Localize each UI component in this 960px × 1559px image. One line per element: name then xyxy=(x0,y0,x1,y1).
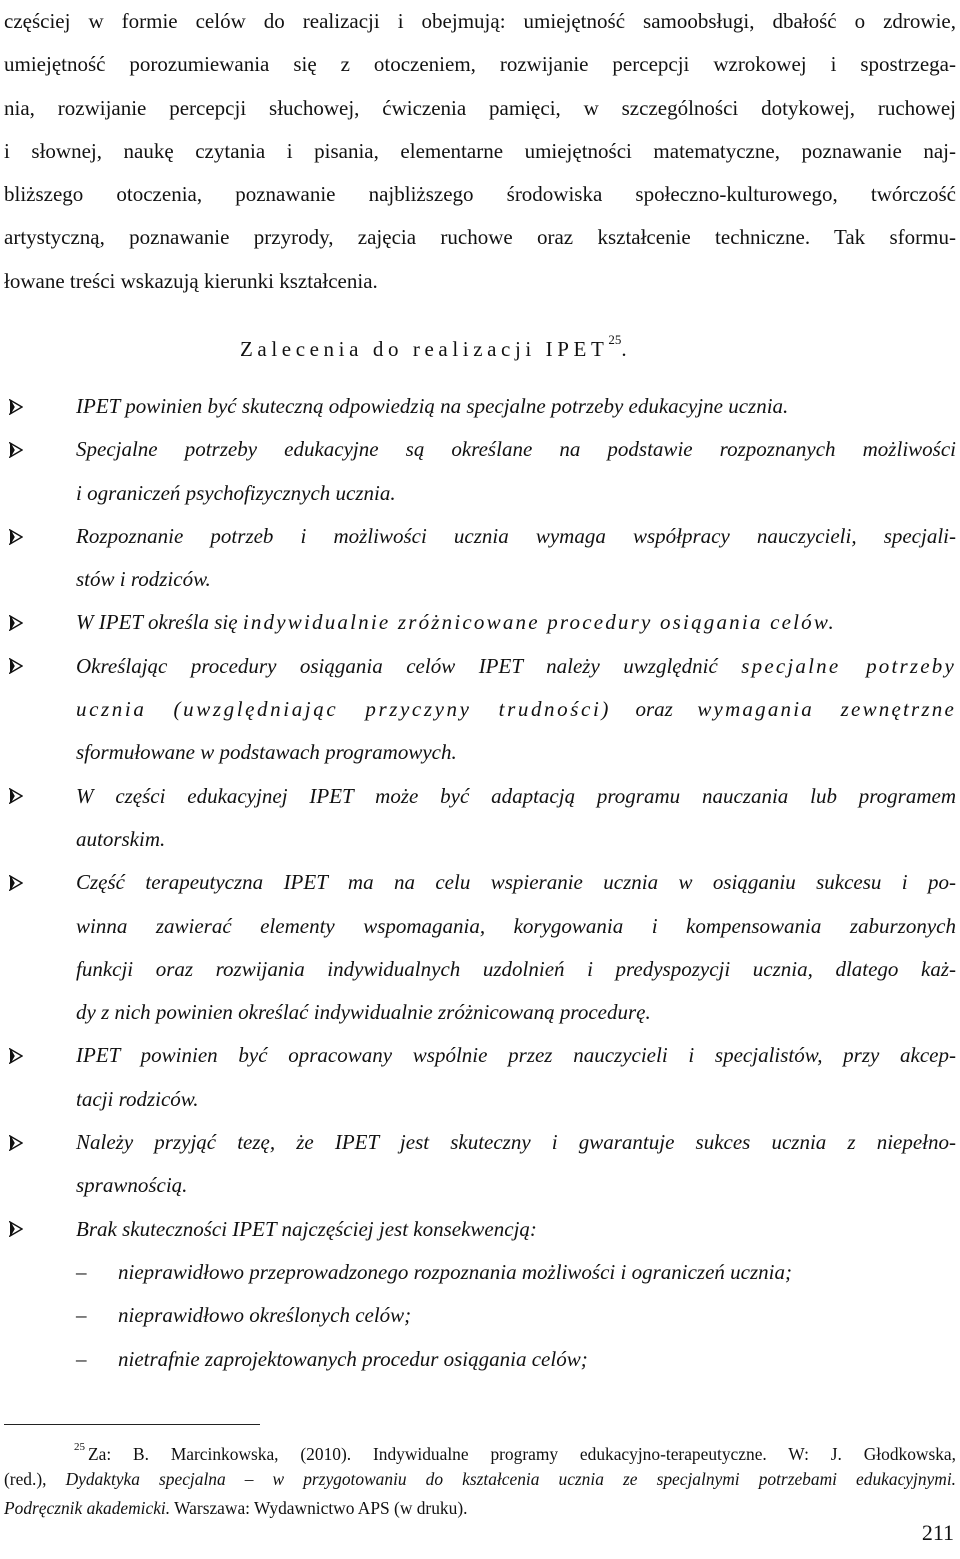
section-heading xyxy=(240,332,627,362)
sub-list-item-text: nietrafnie zaprojektowanych procedur osiągania celów; xyxy=(118,1346,588,1371)
arrow-bullet-icon xyxy=(4,515,28,558)
footnote-book-subtitle: Podręcznik akademicki. xyxy=(4,1498,171,1518)
section-heading-text: Zalecenia do realizacji IPET xyxy=(240,337,609,361)
footnote-text: (red.), xyxy=(4,1469,66,1489)
list-item-text: sprawnością. xyxy=(76,1173,188,1198)
sub-list-item xyxy=(0,1294,960,1337)
list-item xyxy=(0,1208,960,1251)
arrow-bullet-icon xyxy=(4,775,28,818)
intro-line: artystyczną, poznawanie przyrody, zajęcia ruchowe oraz kształcenie techniczne. Tak sformu- xyxy=(4,225,956,250)
emphasized-text: ucznia (uwzględniając przyczyny trudności) xyxy=(76,697,611,722)
dash-bullet: – xyxy=(76,1346,87,1371)
arrow-bullet-icon xyxy=(4,861,28,904)
footnote-divider xyxy=(4,1424,260,1425)
intro-line: umiejętność porozumiewania się z otoczeniem, rozwijanie percepcji wzrokowej i spostrzega- xyxy=(4,52,956,77)
list-item xyxy=(0,775,960,862)
list-item xyxy=(0,428,960,515)
dash-bullet: – xyxy=(76,1259,87,1284)
footnote-text: Warszawa: Wydawnictwo APS (w druku). xyxy=(170,1498,468,1518)
sub-list-item-text: nieprawidłowo przeprowadzonego rozpoznania możliwości i ograniczeń ucznia; xyxy=(118,1259,792,1284)
list-item-line xyxy=(76,601,956,644)
emphasized-text: specjalne potrzeby xyxy=(741,653,956,678)
list-item-text: funkcji oraz rozwijania indywidualnych uzdolnień i predyspozycji ucznia, dlatego każ- xyxy=(76,956,956,981)
list-item-text: Rozpoznanie potrzeb i możliwości ucznia wymaga współpracy nauczycieli, specjali- xyxy=(76,523,956,548)
list-item-line xyxy=(76,731,956,774)
page-number: 211 xyxy=(921,1520,954,1545)
intro-line: i słownej, naukę czytania i pisania, elementarne umiejętności matematyczne, poznawanie naj- xyxy=(4,138,956,163)
list-item-line xyxy=(76,818,956,861)
list-item-line xyxy=(76,515,956,558)
arrow-bullet-icon xyxy=(4,1121,28,1164)
list-item-text: IPET powinien być opracowany wspólnie przez nauczycieli i specjalistów, przy akcep- xyxy=(76,1043,956,1068)
list-item xyxy=(0,645,960,775)
list-item-text: Brak skuteczności IPET najczęściej jest konsekwencją: xyxy=(76,1216,537,1241)
list-item-line xyxy=(76,472,956,515)
list-item-line xyxy=(76,1034,956,1077)
footnote-line xyxy=(4,1465,956,1494)
list-item-text: stów i rodziców. xyxy=(76,567,211,592)
arrow-bullet-icon xyxy=(4,601,28,644)
list-item-text: W IPET określa się xyxy=(76,610,243,635)
list-item-text: W części edukacyjnej IPET może być adaptacją programu nauczania lub programem xyxy=(76,783,956,808)
list-item-line xyxy=(76,1164,956,1207)
arrow-bullet-icon xyxy=(4,385,28,428)
list-item-text: i ograniczeń psychofizycznych ucznia. xyxy=(76,480,396,505)
list-item-text: sformułowane w podstawach programowych. xyxy=(76,740,457,765)
heading-period: . xyxy=(621,337,627,361)
list-item xyxy=(0,1034,960,1121)
arrow-bullet-icon xyxy=(4,1208,28,1251)
emphasized-text: indywidualnie zróżnicowane procedury osiągania celów. xyxy=(242,610,836,635)
list-item-line xyxy=(76,1208,956,1251)
footnote-line xyxy=(4,1494,956,1523)
list-item-text: autorskim. xyxy=(76,826,166,851)
list-item-line xyxy=(76,428,956,471)
list-item-text: dy z nich powinien określać indywidualnie zróżnicowaną procedurę. xyxy=(76,1000,651,1025)
intro-paragraph xyxy=(4,0,956,303)
list-item-line xyxy=(76,1078,956,1121)
footnote xyxy=(4,1436,956,1523)
list-item-text: tacji rodziców. xyxy=(76,1086,199,1111)
list-item xyxy=(0,515,960,602)
list-item-text: Należy przyjąć tezę, że IPET jest skuteczny i gwarantuje sukces ucznia z niepełno- xyxy=(76,1130,956,1155)
emphasized-text: wymagania zewnętrzne xyxy=(697,697,956,722)
list-item-line xyxy=(76,861,956,904)
arrow-bullet-icon xyxy=(4,645,28,688)
intro-line: bliższego otoczenia, poznawanie najbliższego środowiska społeczno-kulturowego, twórczość xyxy=(4,182,956,207)
list-item-line xyxy=(76,688,956,731)
footnote-number: 25 xyxy=(74,1441,85,1453)
intro-line: łowane treści wskazują kierunki kształcenia. xyxy=(4,268,378,293)
list-item-line xyxy=(76,991,956,1034)
intro-line: nia, rozwijanie percepcji słuchowej, ćwiczenia pamięci, w szczególności dotykowej, ruchowej xyxy=(4,95,956,120)
arrow-bullet-icon xyxy=(4,1034,28,1077)
list-item-text: oraz xyxy=(610,697,698,722)
intro-line: częściej w formie celów do realizacji i obejmują: umiejętność samoobsługi, dbałość o zdrowie, xyxy=(4,9,956,33)
footnote-ref[interactable]: 25 xyxy=(608,332,622,347)
list-item-line xyxy=(76,905,956,948)
recommendation-list xyxy=(0,385,960,1381)
list-item xyxy=(0,861,960,1034)
list-item-line xyxy=(76,1121,956,1164)
footnote-text: Za: B. Marcinkowska, (2010). Indywidualne programy edukacyjno-terapeutyczne. W: J. Głodkowska, xyxy=(88,1443,956,1464)
dash-bullet: – xyxy=(76,1303,87,1328)
sub-list-item xyxy=(0,1251,960,1294)
sub-list-item-text: nieprawidłowo określonych celów; xyxy=(118,1303,412,1328)
footnote-line xyxy=(4,1436,956,1465)
list-item-line xyxy=(76,558,956,601)
list-item-text: Określając procedury osiągania celów IPET należy uwzględnić xyxy=(76,653,742,678)
list-item xyxy=(0,385,960,428)
footnote-book-title: Dydaktyka specjalna – w przygotowaniu do kształcenia ucznia ze specjalnymi potrzebami edukacyjnymi. xyxy=(65,1469,956,1489)
list-item-line xyxy=(76,385,956,428)
list-item-text: IPET powinien być skuteczną odpowiedzią na specjalne potrzeby edukacyjne ucznia. xyxy=(76,394,789,418)
sub-list-item xyxy=(0,1338,960,1381)
arrow-bullet-icon xyxy=(4,428,28,471)
list-item-line xyxy=(76,948,956,991)
list-item-text: Specjalne potrzeby edukacyjne są określane na podstawie rozpoznanych możliwości xyxy=(76,437,956,462)
list-item-line xyxy=(76,645,956,688)
list-item-text: Część terapeutyczna IPET ma na celu wspieranie ucznia w osiąganiu sukcesu i po- xyxy=(76,870,956,895)
list-item xyxy=(0,1121,960,1208)
list-item-text: winna zawierać elementy wspomagania, korygowania i kompensowania zaburzonych xyxy=(76,913,956,938)
list-item xyxy=(0,601,960,644)
list-item-line xyxy=(76,775,956,818)
